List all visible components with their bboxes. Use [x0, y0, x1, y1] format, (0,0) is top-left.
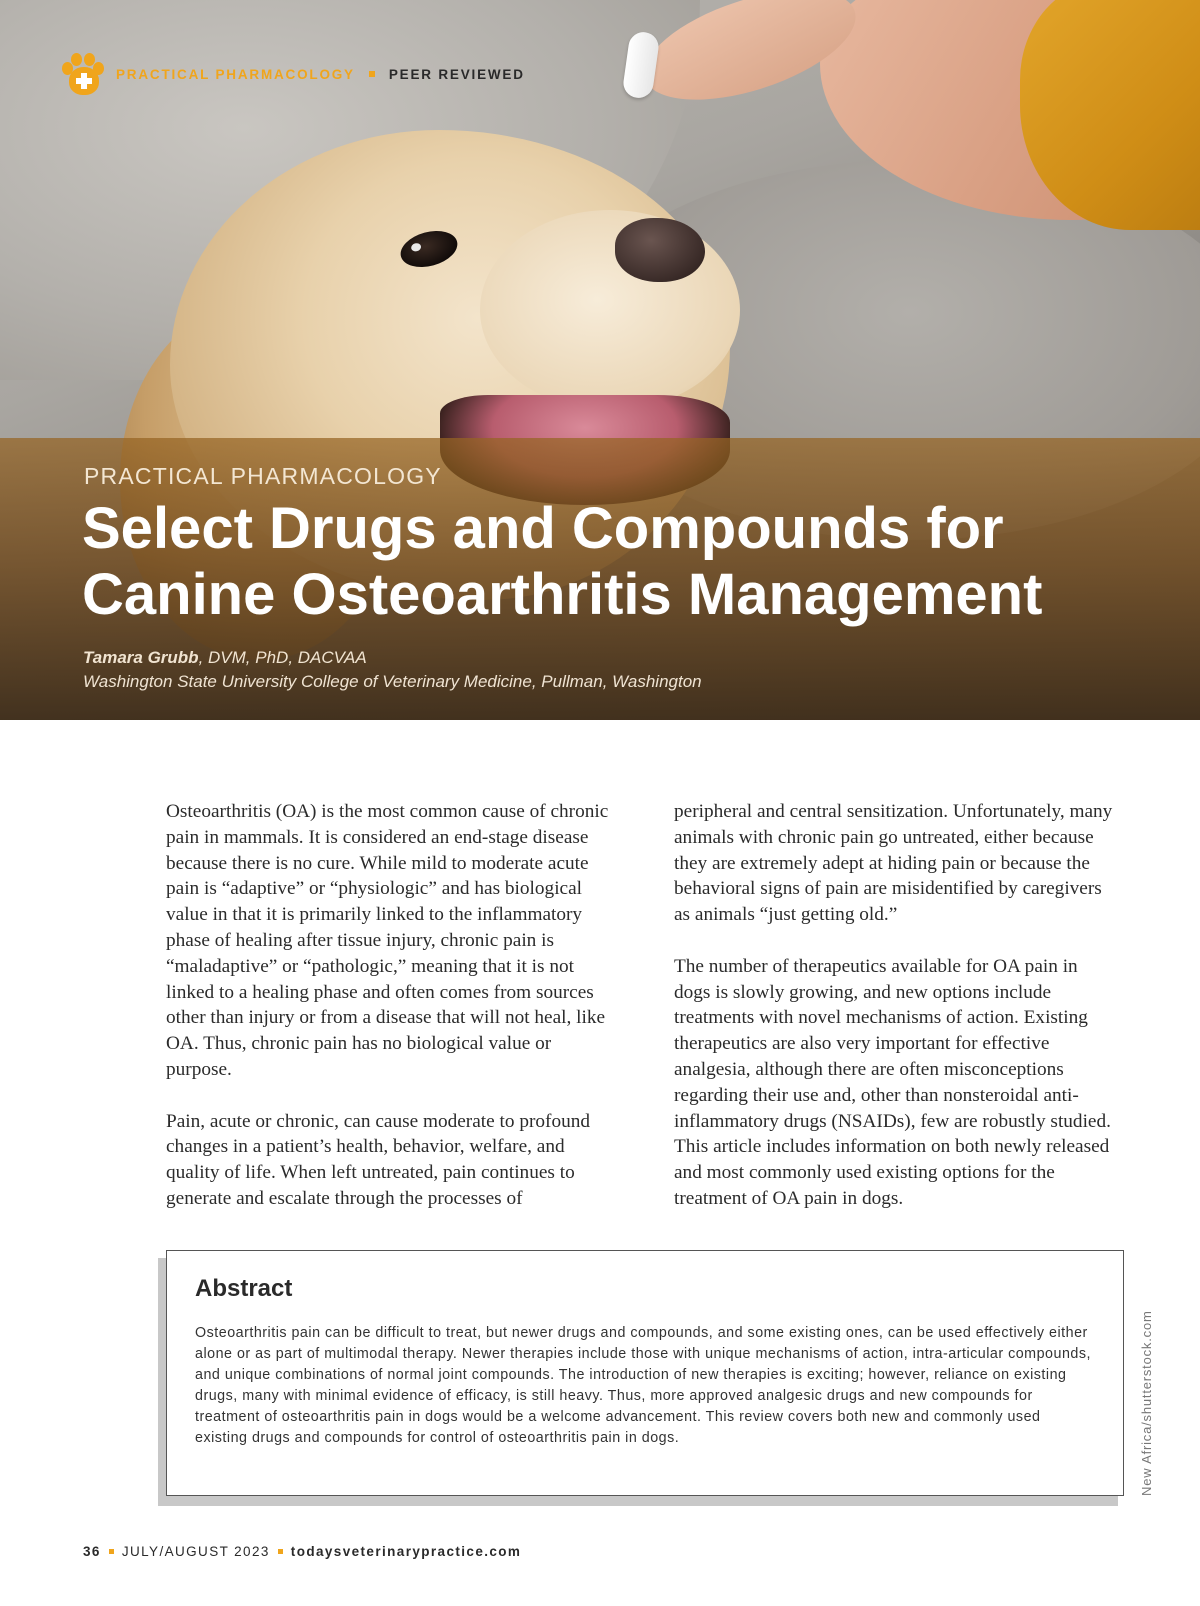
dog-nose [615, 218, 705, 282]
abstract-heading: Abstract [195, 1275, 293, 1302]
body-paragraph: The number of therapeutics available for OA pain in dogs is slowly growing, and new options include treatments with novel mechanisms of action. Existing therapeutics are also very important for effective analgesia, although there are often misconceptions regarding their use and, other than nonsteroidal anti-inflammatory drugs (NSAIDs), few are robustly studied. This article includes information on both newly released and most commonly used existing options for the treatment of OA pain in dogs. [674, 955, 1111, 1209]
body-paragraph: Osteoarthritis (OA) is the most common cause of chronic pain in mammals. It is considered an end-stage disease because there is no cure. While mild to moderate acute pain is “adaptive” or “physiologic” and has biological value in that it is primarily linked to the inflammatory phase of healing after tissue injury, chronic pain is “maladaptive” or “pathologic,” meaning that it is not linked to a healing phase and often comes from sources other than injury or from a disease that will not heal, like OA. Thus, chronic pain has no biological value or purpose. [166, 801, 609, 1080]
website-link[interactable]: todaysveterinarypractice.com [290, 1544, 522, 1559]
paw-plus-icon [60, 52, 106, 96]
body-paragraph: Pain, acute or chronic, can cause moderate to profound changes in a patient’s health, behavior, welfare, and quality of life. When left untreated, pain continues to generate and escalate through the processes of [166, 1110, 591, 1209]
author-name: Tamara Grubb [83, 648, 199, 667]
article-title [82, 496, 1182, 628]
issue-date: JULY/AUGUST 2023 [121, 1544, 270, 1559]
affiliation: Washington State University College of Veterinary Medicine, Pullman, Washington [83, 672, 702, 691]
peer-reviewed-label: PEER REVIEWED [388, 66, 525, 82]
title-line-1: Select Drugs and Compounds for [82, 496, 1004, 561]
author-credentials: , DVM, PhD, DACVAA [198, 648, 367, 667]
kicker: PRACTICAL PHARMACOLOGY [84, 463, 442, 489]
page-footer [83, 1544, 521, 1559]
title-line-2: Canine Osteoarthritis Management [82, 562, 1043, 627]
byline [83, 648, 367, 668]
separator-square [369, 71, 375, 77]
section-name: PRACTICAL PHARMACOLOGY [116, 66, 355, 82]
page-number: 36 [83, 1544, 101, 1559]
body-paragraph: peripheral and central sensitization. Unfortunately, many animals with chronic pain go untreated, either because they are extremely adept at hiding pain or because the behavioral signs of pain are misidentified by caregivers as animals “just getting old.” [674, 801, 1113, 926]
abstract-box [166, 1250, 1124, 1496]
footer-separator [109, 1549, 114, 1554]
photo-credit: New Africa/shutterstock.com [1139, 1310, 1154, 1496]
section-label [60, 52, 525, 96]
body-column-right [674, 799, 1114, 1238]
abstract-text: Osteoarthritis pain can be difficult to treat, but newer drugs and compounds, and some existing ones, can be used effectively either alone or as part of multimodal therapy. Newer therapies include those with unique mechanisms of action, intra-articular compounds, and unique combinations of normal joint compounds. The introduction of new therapies is exciting; however, reliance on existing drugs, many with minimal evidence of efficacy, is still heavy. Thus, more approved analgesic drugs and new compounds for treatment of osteoarthritis pain in dogs would be a welcome advancement. This review covers both new and commonly used existing drugs and compounds for control of osteoarthritis pain in dogs. [195, 1325, 1091, 1446]
body-column-left [166, 799, 614, 1238]
footer-separator [278, 1549, 283, 1554]
